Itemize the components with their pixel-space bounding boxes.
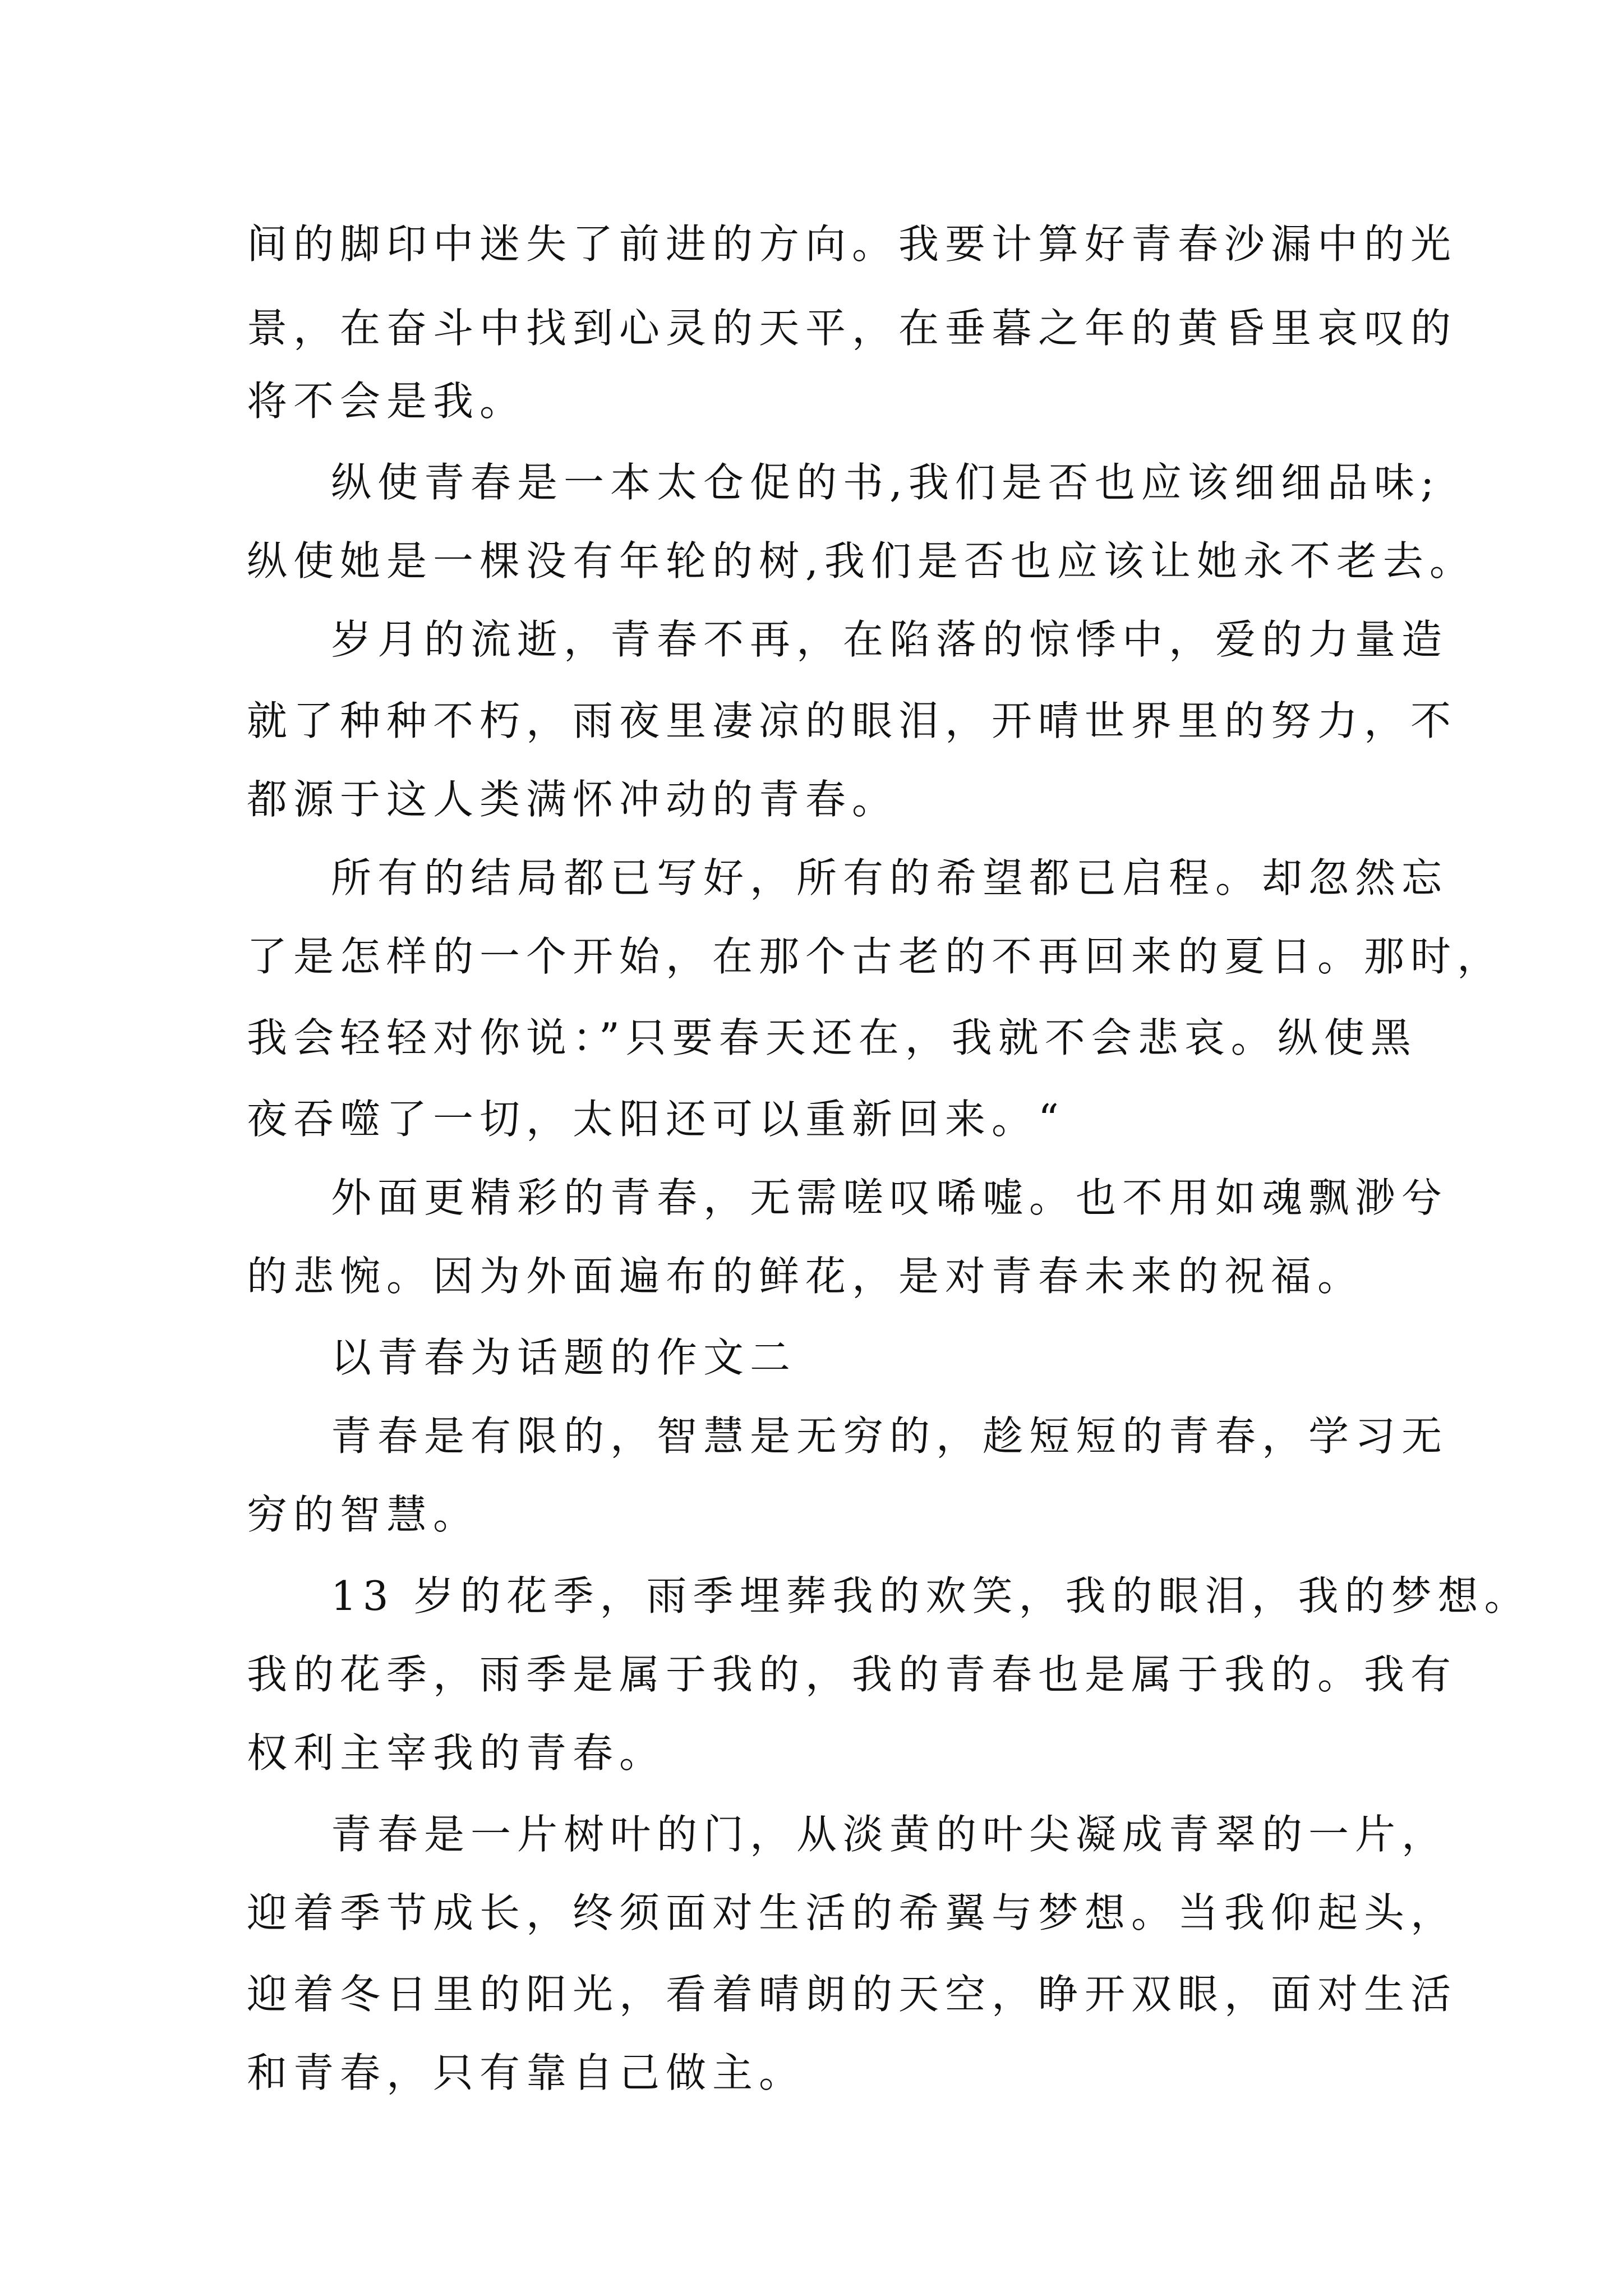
text-line: 的悲惋。因为外面遍布的鲜花，是对青春未来的祝福。 (247, 1253, 1364, 1300)
text-line: 我的花季，雨季是属于我的，我的青春也是属于我的。我有 (247, 1651, 1458, 1698)
text-line: 了是怎样的一个开始，在那个古老的不再回来的夏日。那时， (247, 933, 1504, 980)
text-line: 间的脚印中迷失了前进的方向。我要计算好青春沙漏中的光 (247, 220, 1458, 268)
text-line: 景，在奋斗中找到心灵的天平，在垂暮之年的黄昏里哀叹的 (247, 305, 1458, 352)
text-line: 就了种种不朽，雨夜里凄凉的眼泪，开晴世界里的努力，不 (247, 697, 1458, 744)
text-line: 纵使青春是一本太仓促的书,我们是否也应该细细品味; (331, 459, 1441, 506)
text-line: 青春是有限的，智慧是无穷的，趁短短的青春，学习无 (331, 1412, 1449, 1460)
text-line: 夜吞噬了一切，太阳还可以重新回来。“ (247, 1096, 1065, 1143)
section-heading: 以青春为话题的作文二 (331, 1334, 797, 1381)
text-line: 迎着冬日里的阳光，看着晴朗的天空，睁开双眼，面对生活 (247, 1971, 1458, 2018)
text-line: 岁月的流逝，青春不再，在陷落的惊悸中，爱的力量造 (331, 616, 1449, 663)
text-line: 13 岁的花季，雨季埋葬我的欢笑，我的眼泪，我的梦想。 (331, 1572, 1531, 1619)
text-line: 都源于这人类满怀冲动的青春。 (247, 776, 899, 823)
text-line: 权利主宰我的青春。 (247, 1729, 666, 1777)
text-line: 我会轻轻对你说：”只要春天还在，我就不会悲哀。纵使黑 (247, 1014, 1417, 1061)
text-line: 和青春，只有靠自己做主。 (247, 2049, 806, 2096)
text-line: 外面更精彩的青春，无需嗟叹唏嘘。也不用如魂飘渺兮 (331, 1174, 1449, 1221)
text-line: 迎着季节成长，终须面对生活的希翼与梦想。当我仰起头， (247, 1889, 1458, 1936)
text-line: 穷的智慧。 (247, 1491, 480, 1538)
text-line: 青春是一片树叶的门，从淡黄的叶尖凝成青翠的一片， (331, 1811, 1449, 1858)
text-line: 将不会是我。 (247, 378, 527, 425)
text-line: 纵使她是一棵没有年轮的树,我们是否也应该让她永不老去。 (247, 537, 1476, 585)
text-line: 所有的结局都已写好，所有的希望都已启程。却忽然忘 (331, 854, 1449, 901)
